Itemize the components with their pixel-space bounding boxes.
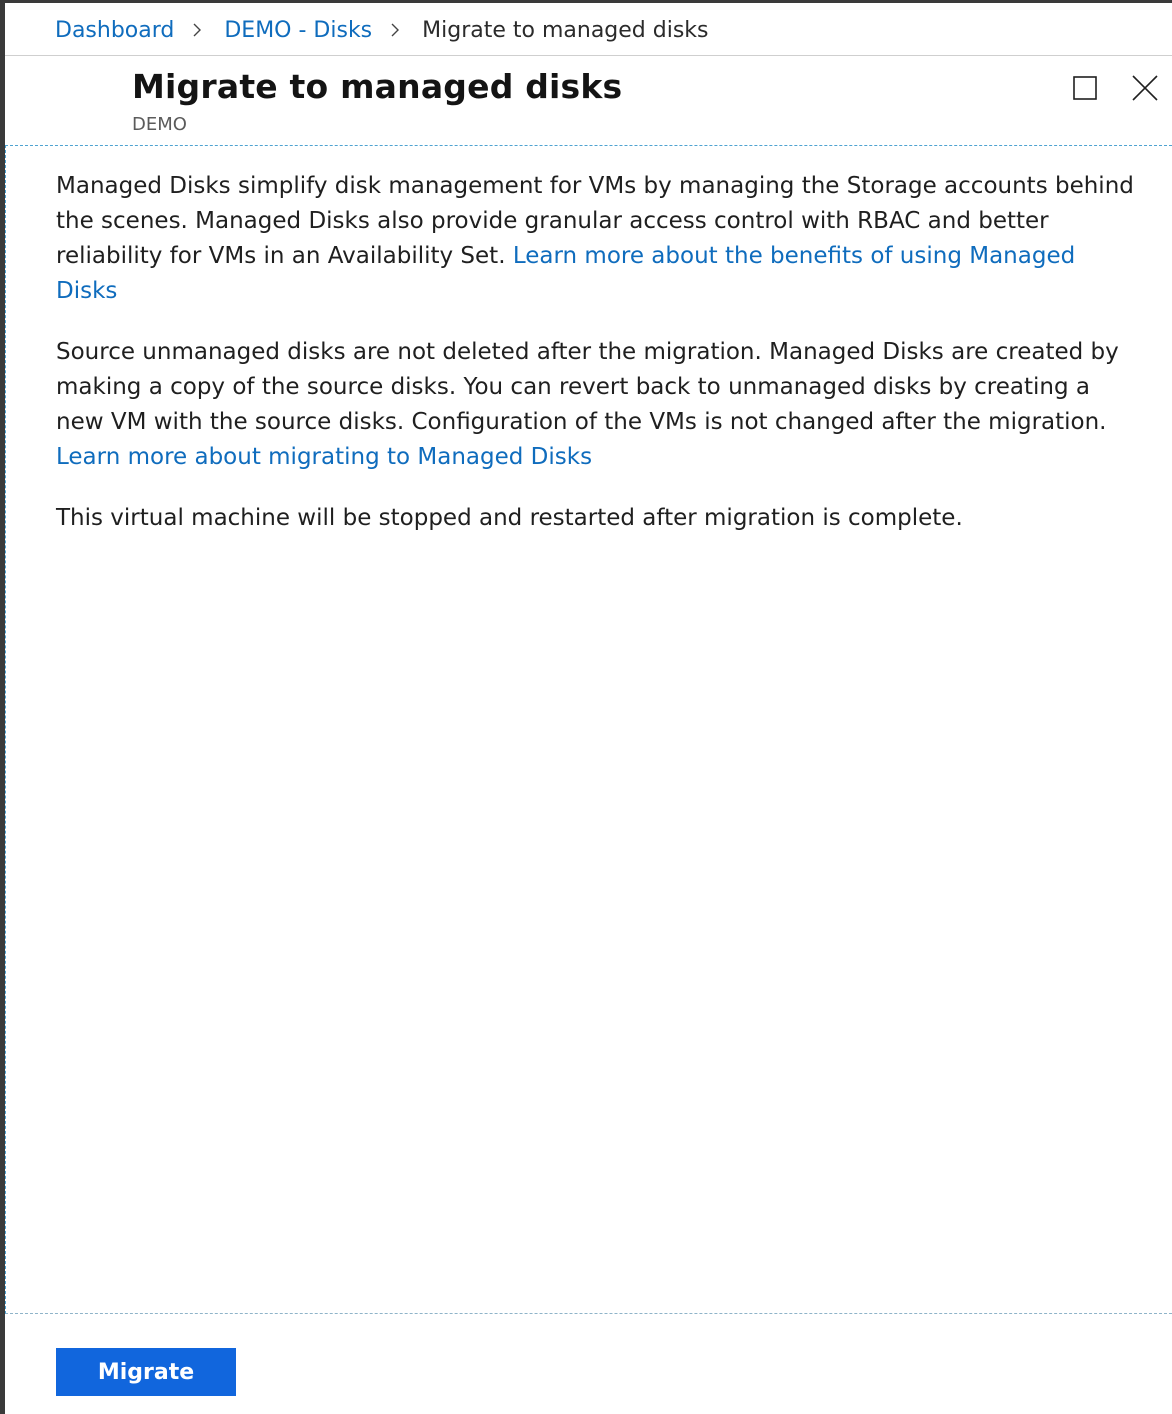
chevron-right-icon (190, 23, 204, 37)
blade-content (5, 145, 1172, 1314)
breadcrumb (55, 14, 709, 46)
paragraph-restart-warning (56, 501, 1136, 536)
breadcrumb-dashboard[interactable]: Dashboard (55, 17, 175, 43)
learn-more-migrating-link[interactable]: Learn more about migrating to Managed Disks (56, 444, 593, 470)
paragraph-migration-info (56, 335, 1136, 475)
maximize-button[interactable] (1070, 73, 1100, 103)
close-button[interactable] (1130, 73, 1160, 103)
close-icon (1130, 73, 1160, 103)
breadcrumb-divider (5, 55, 1172, 56)
maximize-icon (1070, 73, 1100, 103)
breadcrumb-current: Migrate to managed disks (422, 17, 709, 43)
learn-more-benefits-link[interactable]: Learn more about the benefits of using Managed Disks (56, 243, 1076, 304)
page-title: Migrate to managed disks (132, 67, 623, 106)
page-subtitle: DEMO (132, 114, 187, 135)
paragraph-text: Managed Disks simplify disk management for VMs by managing the Storage accounts behind the scenes. Managed Disks also provide granular access control with RBAC and better reliability for VMs in an Availability Set. (56, 173, 1134, 269)
chevron-right-icon (388, 23, 402, 37)
breadcrumb-demo-disks[interactable]: DEMO - Disks (224, 17, 373, 43)
paragraph-managed-disks-intro (56, 169, 1136, 309)
window-top-edge (0, 0, 1172, 3)
paragraph-text: This virtual machine will be stopped and restarted after migration is complete. (56, 505, 963, 531)
paragraph-text: Source unmanaged disks are not deleted after the migration. Managed Disks are created by making a copy of the source disks. You can revert back to unmanaged disks by creating a new VM with the source disks. Configuration of the VMs is not changed after the migration. (56, 339, 1119, 435)
migrate-button[interactable]: Migrate (56, 1348, 236, 1396)
